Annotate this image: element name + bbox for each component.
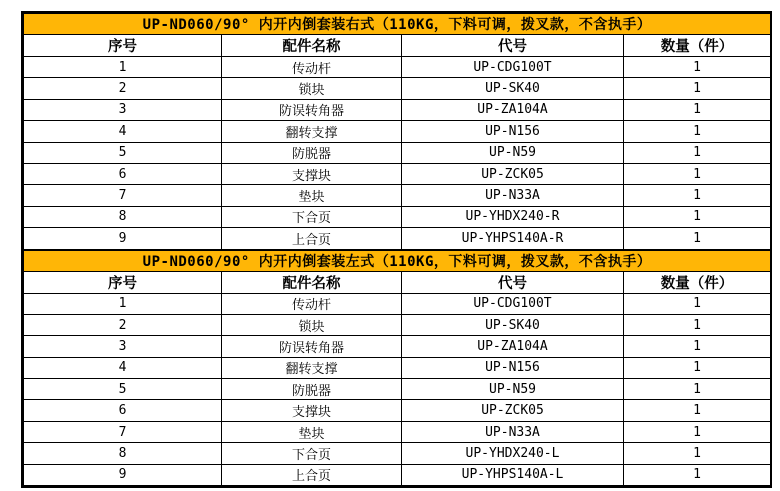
table-row: [24, 185, 771, 206]
code-cell: UP-N59: [402, 379, 624, 400]
code-cell: UP-CDG100T: [402, 293, 624, 314]
parts-table-left: [23, 250, 771, 487]
quantity-cell: 1: [624, 357, 771, 378]
quantity-cell: 1: [624, 379, 771, 400]
quantity-cell: 1: [624, 314, 771, 335]
table-row: [24, 421, 771, 442]
quantity-cell: 1: [624, 57, 771, 78]
section-title: UP-ND060/90° 内开内倒套装右式（110KG，下料可调，拨叉款，不含执手）: [24, 14, 771, 35]
serial-cell: 3: [24, 99, 222, 120]
table-body: [24, 57, 771, 250]
serial-cell: 5: [24, 142, 222, 163]
table-row: [24, 228, 771, 249]
parts-table-right: [23, 13, 771, 250]
serial-cell: 9: [24, 228, 222, 249]
quantity-cell: 1: [624, 400, 771, 421]
table-row: [24, 464, 771, 485]
serial-cell: 8: [24, 443, 222, 464]
column-header-part-name: 配件名称: [222, 35, 402, 57]
part-name-cell: 防误转角器: [222, 99, 402, 120]
code-cell: UP-YHPS140A-R: [402, 228, 624, 249]
code-cell: UP-SK40: [402, 78, 624, 99]
code-cell: UP-CDG100T: [402, 57, 624, 78]
quantity-cell: 1: [624, 121, 771, 142]
quantity-cell: 1: [624, 293, 771, 314]
quantity-cell: 1: [624, 99, 771, 120]
column-header-quantity: 数量（件）: [624, 271, 771, 293]
quantity-cell: 1: [624, 464, 771, 485]
part-name-cell: 垫块: [222, 421, 402, 442]
part-name-cell: 传动杆: [222, 293, 402, 314]
column-header-part-name: 配件名称: [222, 271, 402, 293]
part-name-cell: 传动杆: [222, 57, 402, 78]
serial-cell: 8: [24, 206, 222, 227]
table-row: [24, 336, 771, 357]
quantity-cell: 1: [624, 142, 771, 163]
table-row: [24, 121, 771, 142]
part-name-cell: 垫块: [222, 185, 402, 206]
code-cell: UP-N33A: [402, 185, 624, 206]
quantity-cell: 1: [624, 228, 771, 249]
table-row: [24, 357, 771, 378]
code-cell: UP-ZA104A: [402, 99, 624, 120]
table-row: [24, 99, 771, 120]
column-header-serial: 序号: [24, 35, 222, 57]
section-title: UP-ND060/90° 内开内倒套装左式（110KG，下料可调，拨叉款，不含执手）: [24, 250, 771, 271]
column-header-row: [24, 271, 771, 293]
code-cell: UP-ZCK05: [402, 163, 624, 184]
code-cell: UP-ZCK05: [402, 400, 624, 421]
part-name-cell: 翻转支撑: [222, 121, 402, 142]
table-row: [24, 163, 771, 184]
quantity-cell: 1: [624, 336, 771, 357]
table-row: [24, 293, 771, 314]
quantity-cell: 1: [624, 185, 771, 206]
part-name-cell: 支撑块: [222, 163, 402, 184]
part-name-cell: 防误转角器: [222, 336, 402, 357]
quantity-cell: 1: [624, 443, 771, 464]
column-header-serial: 序号: [24, 271, 222, 293]
code-cell: UP-ZA104A: [402, 336, 624, 357]
serial-cell: 3: [24, 336, 222, 357]
code-cell: UP-N156: [402, 357, 624, 378]
parts-tables-container: [21, 11, 772, 488]
serial-cell: 7: [24, 185, 222, 206]
serial-cell: 9: [24, 464, 222, 485]
serial-cell: 7: [24, 421, 222, 442]
serial-cell: 5: [24, 379, 222, 400]
table-row: [24, 142, 771, 163]
part-name-cell: 防脱器: [222, 142, 402, 163]
code-cell: UP-N59: [402, 142, 624, 163]
quantity-cell: 1: [624, 421, 771, 442]
part-name-cell: 上合页: [222, 464, 402, 485]
part-name-cell: 防脱器: [222, 379, 402, 400]
part-name-cell: 锁块: [222, 314, 402, 335]
part-name-cell: 翻转支撑: [222, 357, 402, 378]
table-row: [24, 57, 771, 78]
serial-cell: 6: [24, 400, 222, 421]
quantity-cell: 1: [624, 163, 771, 184]
serial-cell: 2: [24, 314, 222, 335]
column-header-code: 代号: [402, 271, 624, 293]
column-header-quantity: 数量（件）: [624, 35, 771, 57]
serial-cell: 6: [24, 163, 222, 184]
part-name-cell: 下合页: [222, 206, 402, 227]
table-row: [24, 78, 771, 99]
serial-cell: 4: [24, 357, 222, 378]
serial-cell: 1: [24, 293, 222, 314]
quantity-cell: 1: [624, 206, 771, 227]
part-name-cell: 支撑块: [222, 400, 402, 421]
table-row: [24, 314, 771, 335]
table-title-row: [24, 250, 771, 271]
quantity-cell: 1: [624, 78, 771, 99]
serial-cell: 2: [24, 78, 222, 99]
part-name-cell: 上合页: [222, 228, 402, 249]
code-cell: UP-YHPS140A-L: [402, 464, 624, 485]
column-header-row: [24, 35, 771, 57]
serial-cell: 4: [24, 121, 222, 142]
part-name-cell: 锁块: [222, 78, 402, 99]
code-cell: UP-SK40: [402, 314, 624, 335]
table-row: [24, 379, 771, 400]
code-cell: UP-N33A: [402, 421, 624, 442]
part-name-cell: 下合页: [222, 443, 402, 464]
serial-cell: 1: [24, 57, 222, 78]
table-row: [24, 443, 771, 464]
table-body: [24, 293, 771, 486]
table-row: [24, 206, 771, 227]
code-cell: UP-N156: [402, 121, 624, 142]
table-title-row: [24, 14, 771, 35]
code-cell: UP-YHDX240-L: [402, 443, 624, 464]
column-header-code: 代号: [402, 35, 624, 57]
code-cell: UP-YHDX240-R: [402, 206, 624, 227]
table-row: [24, 400, 771, 421]
